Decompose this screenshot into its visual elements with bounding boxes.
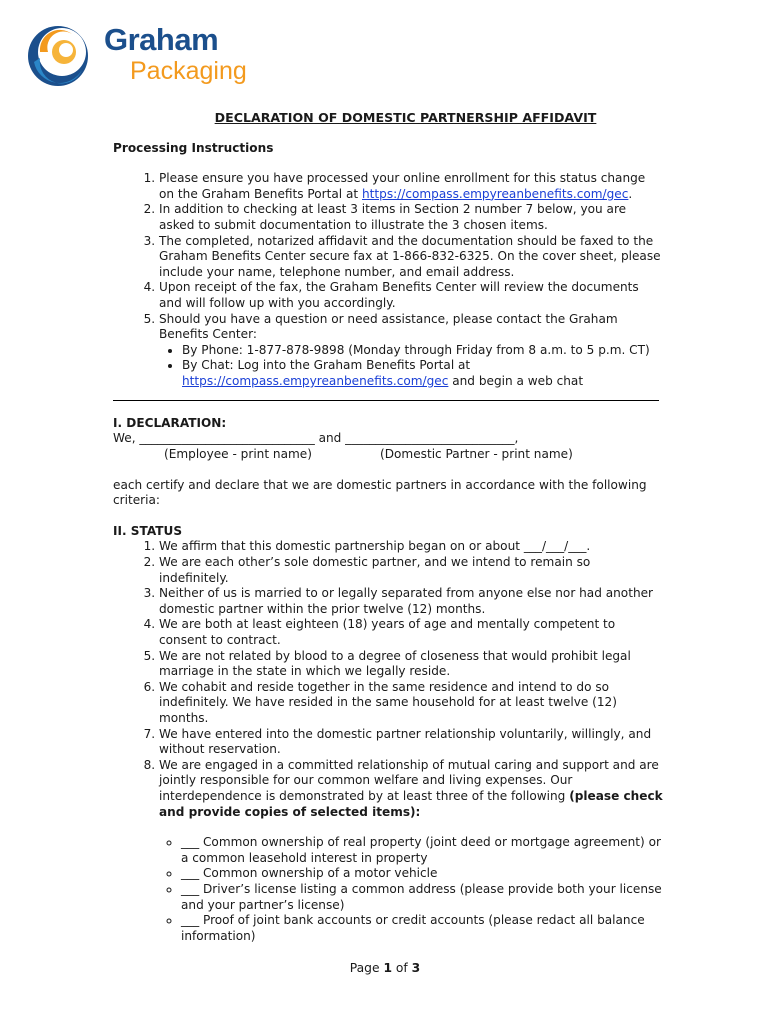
processing-instructions-heading: Processing Instructions — [113, 140, 274, 155]
contact-list — [159, 343, 663, 390]
status-item: 3. Neither of us is married to or legally separated from anyone else nor had another domestic partner within the prior twelve (12) months. — [159, 586, 663, 617]
evidence-item[interactable]: ◦ ___ Common ownership of a motor vehicle — [181, 866, 663, 882]
status-heading: II. STATUS — [113, 523, 183, 538]
instruction-item: 5. Should you have a question or need assistance, please contact the Graham Benefits Center: • By Phone: 1-877-878-9898 (Monday through Friday from 8 a.m. to 5 p.m. CT) • By Chat: Log into the Graham Benefits Portal at https://compass.empyreanbenefits.com/gec and begin a web chat — [159, 312, 663, 390]
status-item: 1. We affirm that this domestic partnership began on or about ___/___/___. — [159, 539, 663, 555]
swirl-logo-icon — [26, 22, 92, 88]
evidence-item[interactable]: ◦ ___ Common ownership of real property (joint deed or mortgage agreement) or a common leasehold interest in property — [181, 835, 663, 866]
contact-chat: • By Chat: Log into the Graham Benefits Portal at https://compass.empyreanbenefits.com/gec and begin a web chat — [182, 358, 663, 389]
status-item: 8. We are engaged in a committed relationship of mutual caring and support and are jointly responsible for our common welfare and living expenses. Our interdependence is demonstrated by at least three of the following (please check and provide copies of selected items): — [159, 758, 663, 820]
names-line[interactable]: We, _____________________________ and ____________________________, — [113, 431, 519, 446]
brand-name-graham: Graham — [104, 22, 219, 57]
evidence-list — [113, 835, 663, 944]
instruction-item: 2. In addition to checking at least 3 items in Section 2 number 7 below, you are asked to submit documentation to illustrate the 3 chosen items. — [159, 202, 663, 233]
status-list — [113, 539, 663, 820]
instruction-item: 4. Upon receipt of the fax, the Graham Benefits Center will review the documents and will follow up with you accordingly. — [159, 280, 663, 311]
status-item: 5. We are not related by blood to a degree of closeness that would prohibit legal marriage in the state in which we legally reside. — [159, 649, 663, 680]
portal-link[interactable]: https://compass.empyreanbenefits.com/gec — [362, 186, 629, 201]
declaration-heading: I. DECLARATION: — [113, 415, 227, 430]
evidence-item[interactable]: ◦ ___ Driver’s license listing a common address (please provide both your license and your partner’s license) — [181, 882, 663, 913]
status-item: 7. We have entered into the domestic partner relationship voluntarily, willingly, and without reservation. — [159, 727, 663, 758]
document-body — [113, 110, 663, 944]
page-total: 3 — [411, 961, 421, 975]
instruction-item: 3. The completed, notarized affidavit and the documentation should be faxed to the Graham Benefits Center secure fax at 1-866-832-6325. On the cover sheet, please include your name, telephone number, and email address. — [159, 234, 663, 281]
certify-statement: each certify and declare that we are domestic partners in accordance with the following criteria: — [113, 477, 647, 508]
contact-phone: • By Phone: 1-877-878-9898 (Monday through Friday from 8 a.m. to 5 p.m. CT) — [182, 343, 663, 359]
document-title: DECLARATION OF DOMESTIC PARTNERSHIP AFFIDAVIT — [214, 110, 597, 125]
instructions-list — [113, 171, 663, 389]
graham-packaging-logo — [26, 22, 246, 92]
partner-caption: (Domestic Partner - print name) — [380, 446, 573, 461]
evidence-item[interactable]: ◦ ___ Proof of joint bank accounts or credit accounts (please redact all balance information) — [181, 913, 663, 944]
name-captions — [113, 447, 663, 463]
status-item: 2. We are each other’s sole domestic partner, and we intend to remain so indefinitely. — [159, 555, 663, 586]
section-divider — [113, 400, 659, 401]
brand-name-packaging: Packaging — [130, 57, 247, 85]
chat-portal-link[interactable]: https://compass.empyreanbenefits.com/gec — [182, 373, 449, 388]
page-number: 1 — [383, 961, 392, 975]
instruction-item: 1. Please ensure you have processed your online enrollment for this status change on the Graham Benefits Portal at https://compass.empyreanbenefits.com/gec. — [159, 171, 663, 202]
page-footer: Page 1 of 3 — [349, 961, 421, 975]
status-item: 4. We are both at least eighteen (18) years of age and mentally competent to consent to contract. — [159, 617, 663, 648]
employee-caption: (Employee - print name) — [164, 446, 312, 461]
status-item: 6. We cohabit and reside together in the same residence and intend to do so indefinitely. We have resided in the same household for at least twelve (12) months. — [159, 680, 663, 727]
